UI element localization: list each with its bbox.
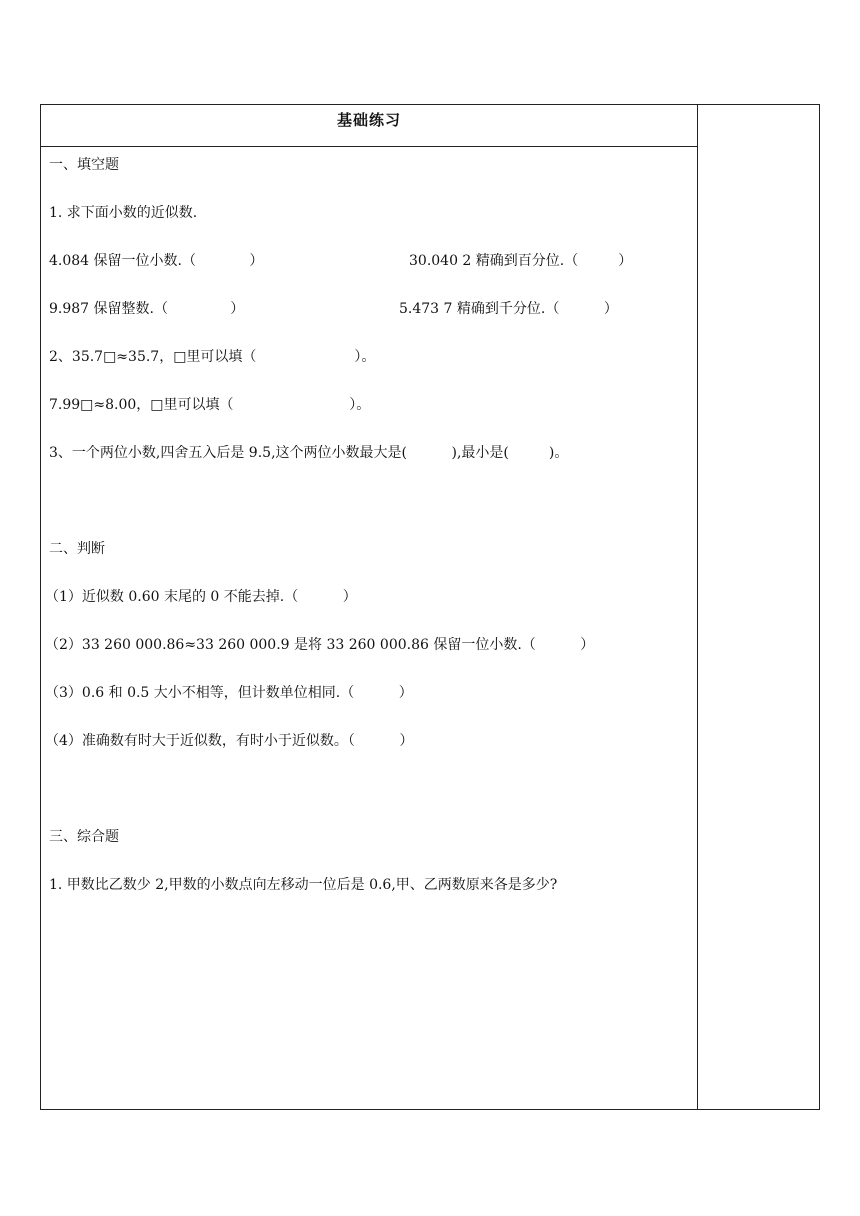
worksheet-table (40, 104, 820, 1110)
judge-item-3: （3）0.6 和 0.5 大小不相等，但计数单位相同.（ ） (45, 685, 413, 701)
question-2a: 2、35.7□≈35.7，□里可以填（ ）。 (49, 349, 376, 365)
question-1c: 9.987 保留整数.（ ） (49, 301, 245, 317)
worksheet-title: 基础练习 (336, 111, 401, 129)
header-cell (41, 105, 697, 147)
question-1a: 4.084 保留一位小数.（ ） (49, 253, 264, 269)
question-1d: 5.473 7 精确到千分位.（ ） (399, 301, 618, 317)
question-2b: 7.99□≈8.00，□里可以填（ ）。 (49, 397, 371, 413)
side-column-divider (697, 105, 698, 1109)
judge-item-4: （4）准确数有时大于近似数，有时小于近似数。（ ） (45, 733, 414, 749)
question-3: 3、一个两位小数,四舍五入后是 9.5,这个两位小数最大是( ),最小是( )。 (49, 445, 569, 461)
judge-item-1: （1）近似数 0.60 末尾的 0 不能去掉.（ ） (45, 589, 357, 605)
judge-item-2: （2）33 260 000.86≈33 260 000.9 是将 33 260 000.86 保留一位小数.（ ） (45, 637, 595, 653)
question-1: 1. 求下面小数的近似数. (49, 205, 198, 221)
section-1-heading: 一、填空题 (49, 157, 119, 173)
section-2-heading: 二、判断 (49, 541, 105, 557)
question-1b: 30.040 2 精确到百分位.（ ） (409, 253, 633, 269)
comprehensive-question-1: 1. 甲数比乙数少 2,甲数的小数点向左移动一位后是 0.6,甲、乙两数原来各是多少? (49, 877, 558, 893)
section-3-heading: 三、综合题 (49, 829, 119, 845)
